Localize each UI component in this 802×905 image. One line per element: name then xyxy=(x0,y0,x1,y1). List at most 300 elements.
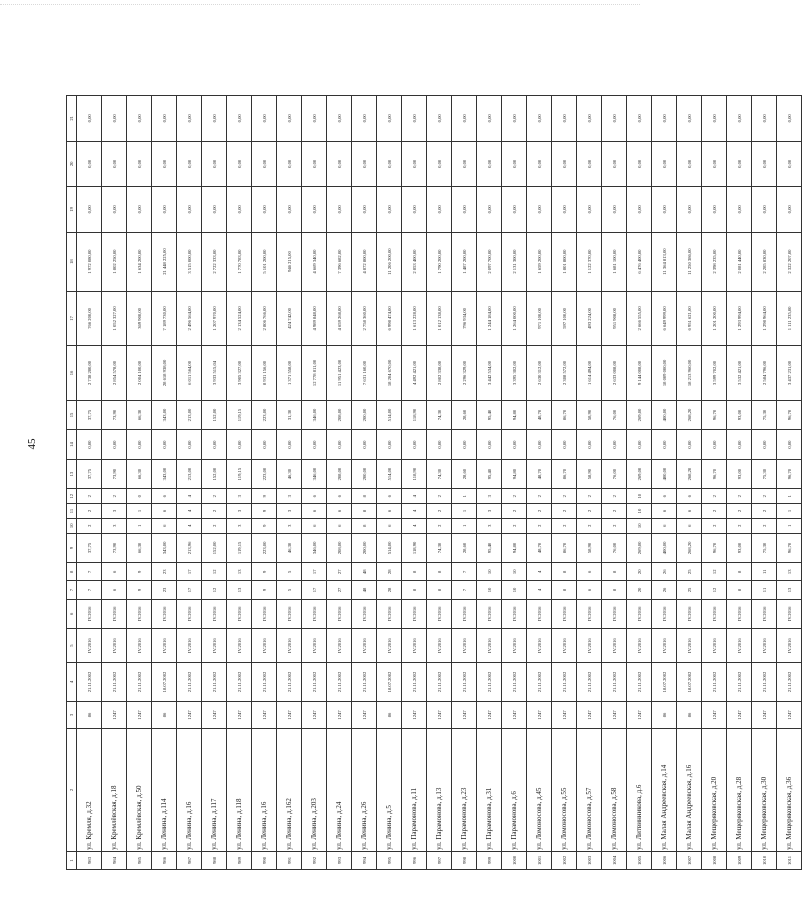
table-cell: 25 xyxy=(677,581,702,599)
table-cell: 4 xyxy=(177,504,202,519)
table-cell: 21.11.2002 xyxy=(752,663,777,702)
table-cell: 200,00 xyxy=(352,400,377,430)
table-cell: 7 xyxy=(452,563,477,581)
table-cell: 7 xyxy=(452,581,477,599)
table-cell: 6 xyxy=(327,489,352,504)
table-cell: 8 xyxy=(402,563,427,581)
table-cell: 2 722 333,00 xyxy=(202,232,227,291)
table-cell: 208,00 xyxy=(327,533,352,563)
table-cell: 3 532 421,00 xyxy=(727,346,752,401)
table-cell: 6 xyxy=(577,563,602,581)
table-cell: 2 322 207,00 xyxy=(777,232,802,291)
header-cell: 2 xyxy=(67,729,77,852)
table-cell: 0,00 xyxy=(727,430,752,460)
table-cell: 2 xyxy=(602,489,627,504)
header-cell: 6 xyxy=(67,599,77,629)
table-cell: 96,70 xyxy=(702,533,727,563)
table-cell: IV.2016 xyxy=(427,599,452,629)
table-cell: 4 659 268,00 xyxy=(327,291,352,346)
table-cell: 2 xyxy=(77,489,102,504)
table-cell: 11 xyxy=(752,563,777,581)
table-cell: IV.2016 xyxy=(702,599,727,629)
table-cell: IV.2016 xyxy=(702,629,727,663)
table-cell: 0,00 xyxy=(477,430,502,460)
table-cell: 21.11.2002 xyxy=(202,663,227,702)
table-cell: 21.11.2002 xyxy=(177,663,202,702)
table-cell: 0,00 xyxy=(652,96,677,142)
table-cell: 369 900,00 xyxy=(127,291,152,346)
table-cell: 6 xyxy=(377,489,402,504)
table-cell: 223,00 xyxy=(252,459,277,489)
table-cell: 21.11.2002 xyxy=(702,663,727,702)
table-cell: IV.2016 xyxy=(677,629,702,663)
table-cell: 0,00 xyxy=(402,430,427,460)
table-cell: 0,00 xyxy=(752,141,777,186)
table-cell: 0,00 xyxy=(427,141,452,186)
table-cell: 17 xyxy=(302,581,327,599)
page-number: 45 xyxy=(26,438,38,450)
table-cell: 0,00 xyxy=(527,96,552,142)
table-row xyxy=(102,96,127,870)
table-cell: 0,00 xyxy=(77,430,102,460)
table-cell: 1 111 235,00 xyxy=(777,291,802,346)
table-cell: 1 770 783,00 xyxy=(227,232,252,291)
table-cell: 18.07.2002 xyxy=(677,663,702,702)
table-cell: 21.11.2002 xyxy=(127,663,152,702)
table-cell: 0,00 xyxy=(677,430,702,460)
table-cell: 0,00 xyxy=(527,187,552,232)
table-cell: 0,00 xyxy=(202,96,227,142)
table-cell: IV.2016 xyxy=(477,599,502,629)
table-cell: IV.2016 xyxy=(502,629,527,663)
table-cell: 4 669 340,00 xyxy=(302,232,327,291)
table-cell: 21.11.2002 xyxy=(502,663,527,702)
table-cell: 1247 xyxy=(177,701,202,728)
address-cell: ул. Ленина, д.5 xyxy=(377,729,402,852)
table-cell: 8 xyxy=(352,504,377,519)
table-cell: IV.2016 xyxy=(602,599,627,629)
table-cell: IV.2016 xyxy=(527,599,552,629)
table-cell: 208,00 xyxy=(327,400,352,430)
table-cell: 0,00 xyxy=(552,96,577,142)
table-cell: 23 xyxy=(152,563,177,581)
table-cell: 0,00 xyxy=(702,141,727,186)
table-row xyxy=(427,96,452,870)
table-cell: 343,00 xyxy=(152,533,177,563)
table-cell: 2 xyxy=(502,504,527,519)
table-cell: IV.2016 xyxy=(577,629,602,663)
table-cell: 2 xyxy=(727,489,752,504)
table-cell: 6 xyxy=(652,504,677,519)
table-cell: 268,20 xyxy=(677,533,702,563)
table-cell: 48,70 xyxy=(527,459,552,489)
table-cell: IV.2016 xyxy=(152,599,177,629)
table-cell: IV.2016 xyxy=(202,599,227,629)
table-cell: IV.2016 xyxy=(352,629,377,663)
table-cell: 0,00 xyxy=(152,187,177,232)
table-cell: IV.2016 xyxy=(552,629,577,663)
table-cell: 17 xyxy=(302,563,327,581)
table-cell: 2 398 235,00 xyxy=(702,232,727,291)
table-cell: 17 xyxy=(177,581,202,599)
table-cell: 0,00 xyxy=(327,430,352,460)
table-cell: 1 012 138,00 xyxy=(427,291,452,346)
table-cell: 0,00 xyxy=(377,141,402,186)
table-row xyxy=(502,96,527,870)
table-cell: 3 xyxy=(277,489,302,504)
table-cell: 94,80 xyxy=(502,459,527,489)
table-cell: IV.2016 xyxy=(402,629,427,663)
table-cell: 951 908,00 xyxy=(602,291,627,346)
table-cell: IV.2016 xyxy=(327,599,352,629)
table-cell: IV.2016 xyxy=(102,629,127,663)
table-cell: 6 xyxy=(377,518,402,533)
table-cell: 21.11.2002 xyxy=(327,663,352,702)
table-cell: IV.2016 xyxy=(302,599,327,629)
table-cell: 119,15 xyxy=(227,400,252,430)
table-cell: 1247 xyxy=(627,701,652,728)
table-cell: 0,00 xyxy=(677,141,702,186)
table-cell: 9 xyxy=(252,489,277,504)
table-cell: 1 681 100,00 xyxy=(602,232,627,291)
table-cell: 997 xyxy=(427,851,452,869)
table-cell: 0,00 xyxy=(777,141,802,186)
table-cell: 0,00 xyxy=(277,141,302,186)
table-cell: 7 631 160,00 xyxy=(352,346,377,401)
table-cell: 4 989 848,00 xyxy=(302,291,327,346)
table-cell: 12 xyxy=(702,581,727,599)
table-cell: 983 xyxy=(77,851,102,869)
table-cell: 28,60 xyxy=(452,459,477,489)
table-cell: 8 xyxy=(602,563,627,581)
table-cell: 1247 xyxy=(577,701,602,728)
table-cell: 0,00 xyxy=(452,96,477,142)
table-cell: 766 200,00 xyxy=(77,291,102,346)
table-cell: 86,70 xyxy=(552,459,577,489)
table-cell: 10 xyxy=(477,563,502,581)
table-cell: 96,70 xyxy=(702,459,727,489)
table-cell: 0,00 xyxy=(202,141,227,186)
table-row xyxy=(602,96,627,870)
address-cell: ул. Парамонова, д.23 xyxy=(452,729,477,852)
table-cell: 1 298 964,00 xyxy=(752,291,777,346)
table-cell: 0,00 xyxy=(602,187,627,232)
table-cell: 21.11.2002 xyxy=(627,663,652,702)
table-cell: 37,75 xyxy=(77,533,102,563)
table-cell: 0,00 xyxy=(152,430,177,460)
table-cell: 0,00 xyxy=(702,187,727,232)
table-cell: 984 xyxy=(102,851,127,869)
address-cell: ул. Кремля, д.32 xyxy=(77,729,102,852)
table-cell: 21.11.2002 xyxy=(602,663,627,702)
table-cell: 0,00 xyxy=(77,96,102,142)
table-cell: 1247 xyxy=(527,701,552,728)
table-cell: 2 666 555,00 xyxy=(627,291,652,346)
table-cell: 268,20 xyxy=(677,400,702,430)
table-cell: 0,00 xyxy=(327,96,352,142)
table-cell: 1 xyxy=(777,504,802,519)
table-cell: 0,00 xyxy=(602,430,627,460)
table-cell: 994 xyxy=(352,851,377,869)
table-cell: 0,00 xyxy=(627,141,652,186)
table-cell: 2 xyxy=(752,504,777,519)
address-cell: ул. Малая Андреевская, д.16 xyxy=(677,729,702,852)
table-cell: 269,00 xyxy=(627,459,652,489)
table-cell: 48 xyxy=(352,563,377,581)
table-cell: 0,00 xyxy=(677,96,702,142)
table-cell: 1004 xyxy=(602,851,627,869)
table-row xyxy=(252,96,277,870)
table-cell: 0,00 xyxy=(552,141,577,186)
table-cell: 2 xyxy=(752,489,777,504)
table-cell: 1247 xyxy=(127,701,152,728)
table-cell: 1 264 000,00 xyxy=(502,291,527,346)
table-cell: 0,00 xyxy=(777,96,802,142)
table-cell: 11 951 423,00 xyxy=(327,346,352,401)
table-cell: IV.2016 xyxy=(377,629,402,663)
table-cell: 2 xyxy=(602,504,627,519)
table-cell: 11 250 386,00 xyxy=(677,232,702,291)
table-cell: 2 xyxy=(577,489,602,504)
table-cell: 94,80 xyxy=(502,533,527,563)
table-cell: 0,00 xyxy=(527,430,552,460)
table-cell: 27 xyxy=(327,581,352,599)
table-cell: 8 xyxy=(427,563,452,581)
table-cell: 0,00 xyxy=(627,187,652,232)
table-cell: 213,96 xyxy=(177,533,202,563)
table-cell: 269,00 xyxy=(627,400,652,430)
table-cell: 1247 xyxy=(702,701,727,728)
table-cell: 200,00 xyxy=(352,533,377,563)
table-cell: 1247 xyxy=(727,701,752,728)
table-row xyxy=(127,96,152,870)
table-cell: 0,00 xyxy=(652,141,677,186)
table-cell: 0,00 xyxy=(177,96,202,142)
table-cell: 0,00 xyxy=(102,430,127,460)
table-cell: 1003 xyxy=(577,851,602,869)
table-cell: 208,00 xyxy=(327,459,352,489)
table-cell: IV.2016 xyxy=(652,599,677,629)
address-cell: ул. Ломоносова, д.58 xyxy=(602,729,627,852)
table-cell: 0,00 xyxy=(177,430,202,460)
table-cell: 2 xyxy=(202,489,227,504)
table-cell: IV.2016 xyxy=(777,629,802,663)
table-cell: 3 515 000,00 xyxy=(177,232,202,291)
table-cell: 992 xyxy=(302,851,327,869)
table-cell: 48 xyxy=(352,581,377,599)
table-cell: 21.11.2002 xyxy=(552,663,577,702)
table-cell: 2 xyxy=(552,489,577,504)
table-cell: 0,00 xyxy=(552,430,577,460)
table-cell: 0,00 xyxy=(127,187,152,232)
table-cell: 1 802 250,00 xyxy=(102,232,127,291)
table-cell: 96,70 xyxy=(777,400,802,430)
table-cell: 0,00 xyxy=(577,187,602,232)
table-cell: 6 xyxy=(677,518,702,533)
table-cell: IV.2016 xyxy=(227,629,252,663)
table-cell: 9 xyxy=(127,563,152,581)
table-cell: 13 xyxy=(227,581,252,599)
table-cell: 1 634 200,00 xyxy=(127,232,152,291)
table-cell: 6 xyxy=(152,518,177,533)
table-cell: IV.2016 xyxy=(752,599,777,629)
table-cell: IV.2016 xyxy=(552,599,577,629)
table-cell: 0,00 xyxy=(202,430,227,460)
table-cell: 6 xyxy=(302,489,327,504)
table-cell: IV.2016 xyxy=(327,629,352,663)
header-cell: 4 xyxy=(67,663,77,702)
table-cell: 0,00 xyxy=(427,430,452,460)
table-cell: 7 xyxy=(77,581,102,599)
table-cell: 1 207 970,00 xyxy=(202,291,227,346)
table-cell: 985 xyxy=(127,851,152,869)
table-cell: 0,00 xyxy=(227,187,252,232)
table-cell: IV.2016 xyxy=(777,599,802,629)
table-cell: 0,00 xyxy=(127,141,152,186)
table-cell: 21.11.2002 xyxy=(527,663,552,702)
table-cell: 4 xyxy=(402,518,427,533)
table-cell: 9 xyxy=(127,581,152,599)
table-cell: 0,00 xyxy=(277,430,302,460)
table-cell: 2 854 578,00 xyxy=(102,346,127,401)
header-cell: 19 xyxy=(67,187,77,232)
table-cell: 0,00 xyxy=(227,96,252,142)
table-row xyxy=(177,96,202,870)
table-cell: 118,90 xyxy=(402,533,427,563)
table-cell: IV.2016 xyxy=(402,599,427,629)
table-cell: 3 xyxy=(102,504,127,519)
table-cell: 0,00 xyxy=(752,96,777,142)
table-cell: 0,00 xyxy=(727,187,752,232)
table-cell: 0,00 xyxy=(127,430,152,460)
table-cell: 0,00 xyxy=(152,141,177,186)
table-cell: 11 xyxy=(752,581,777,599)
table-cell: 21.11.2002 xyxy=(352,663,377,702)
table-cell: IV.2016 xyxy=(202,629,227,663)
table-cell: 0,00 xyxy=(302,430,327,460)
table-cell: 2 853 400,00 xyxy=(402,232,427,291)
table-cell: 31,30 xyxy=(277,400,302,430)
table-row xyxy=(677,96,702,870)
table-cell: 75,30 xyxy=(752,400,777,430)
table-cell: 1 xyxy=(777,518,802,533)
table-cell: 2 xyxy=(577,504,602,519)
table-cell: 11 206 200,00 xyxy=(377,232,402,291)
address-cell: ул. Парамонова, д.31 xyxy=(477,729,502,852)
table-cell: 0,00 xyxy=(752,430,777,460)
table-cell: 1247 xyxy=(452,701,477,728)
table-row xyxy=(152,96,177,870)
table-cell: 0,00 xyxy=(402,96,427,142)
table-cell: 346,00 xyxy=(302,400,327,430)
table-cell: 0,00 xyxy=(652,430,677,460)
table-cell: IV.2016 xyxy=(277,629,302,663)
table-cell: 0,00 xyxy=(727,96,752,142)
table-cell: 96,70 xyxy=(777,533,802,563)
table-cell: 2 xyxy=(702,518,727,533)
table-cell: 2 xyxy=(527,489,552,504)
table-cell: 2 xyxy=(577,518,602,533)
table-cell: 1 052 327,00 xyxy=(102,291,127,346)
table-cell: 0 xyxy=(127,489,152,504)
table-cell: 0,00 xyxy=(427,96,452,142)
table-cell: 1247 xyxy=(302,701,327,728)
table-cell: 21 448 225,00 xyxy=(152,232,177,291)
table-cell: 8 xyxy=(602,581,627,599)
table-cell: 2 xyxy=(552,504,577,519)
table-cell: 0,00 xyxy=(77,187,102,232)
table-cell: 1247 xyxy=(427,701,452,728)
table-cell: 9 xyxy=(252,504,277,519)
table-cell: 1 801 800,00 xyxy=(552,232,577,291)
table-cell: 12 xyxy=(202,581,227,599)
table-cell: 0,00 xyxy=(752,187,777,232)
table-cell: 1006 xyxy=(652,851,677,869)
table-cell: 8 xyxy=(727,563,752,581)
table-cell: 21.11.2002 xyxy=(402,663,427,702)
table-cell: 3 xyxy=(102,518,127,533)
table-cell: 86 xyxy=(677,701,702,728)
table-cell: 8 931 156,00 xyxy=(252,346,277,401)
table-cell: 21.11.2002 xyxy=(577,663,602,702)
table-cell: 8 xyxy=(552,563,577,581)
table-cell: 0,00 xyxy=(252,141,277,186)
table-cell: 6 xyxy=(152,504,177,519)
table-cell: 1247 xyxy=(402,701,427,728)
address-cell: ул. Ленина, д.16 xyxy=(252,729,277,852)
table-cell: 0,00 xyxy=(477,187,502,232)
table-cell: 971 100,00 xyxy=(527,291,552,346)
table-cell: 21.11.2002 xyxy=(252,663,277,702)
table-cell: 7 xyxy=(77,563,102,581)
table-cell: 1009 xyxy=(727,851,752,869)
table-cell: 66,30 xyxy=(127,533,152,563)
table-cell: 0,00 xyxy=(777,187,802,232)
table-cell: IV.2016 xyxy=(277,599,302,629)
address-cell: ул. Мещеряковская, д.20 xyxy=(702,729,727,852)
table-cell: 6 476 400,00 xyxy=(627,232,652,291)
table-cell: 0,00 xyxy=(302,96,327,142)
address-cell: ул. Парамонова, д.13 xyxy=(427,729,452,852)
table-cell: 1 613 228,00 xyxy=(402,291,427,346)
table-cell: 1 293 994,00 xyxy=(727,291,752,346)
table-cell: 23 xyxy=(152,581,177,599)
table-row xyxy=(627,96,652,870)
table-cell: 0,00 xyxy=(502,141,527,186)
table-cell: 213,00 xyxy=(177,400,202,430)
table-rotator xyxy=(66,95,793,870)
table-cell: 2 097 700,00 xyxy=(477,232,502,291)
table-row xyxy=(227,96,252,870)
table-row xyxy=(702,96,727,870)
header-cell: 20 xyxy=(67,141,77,186)
table-cell: IV.2016 xyxy=(102,599,127,629)
table-cell: 21.11.2002 xyxy=(227,663,252,702)
table-cell: 200,00 xyxy=(352,459,377,489)
table-cell: 21.11.2002 xyxy=(727,663,752,702)
address-cell: ул. Ленина, д.203 xyxy=(302,729,327,852)
table-cell: 0,00 xyxy=(302,141,327,186)
table-cell: IV.2016 xyxy=(77,629,102,663)
table-cell: 48,70 xyxy=(527,400,552,430)
table-cell: 2 285 830,00 xyxy=(752,232,777,291)
table-cell: 152,00 xyxy=(202,459,227,489)
table-cell: 1008 xyxy=(702,851,727,869)
table-cell: 2 xyxy=(502,489,527,504)
table-cell: 46,30 xyxy=(277,459,302,489)
table-cell: 1247 xyxy=(552,701,577,728)
table-cell: 2 xyxy=(527,518,552,533)
